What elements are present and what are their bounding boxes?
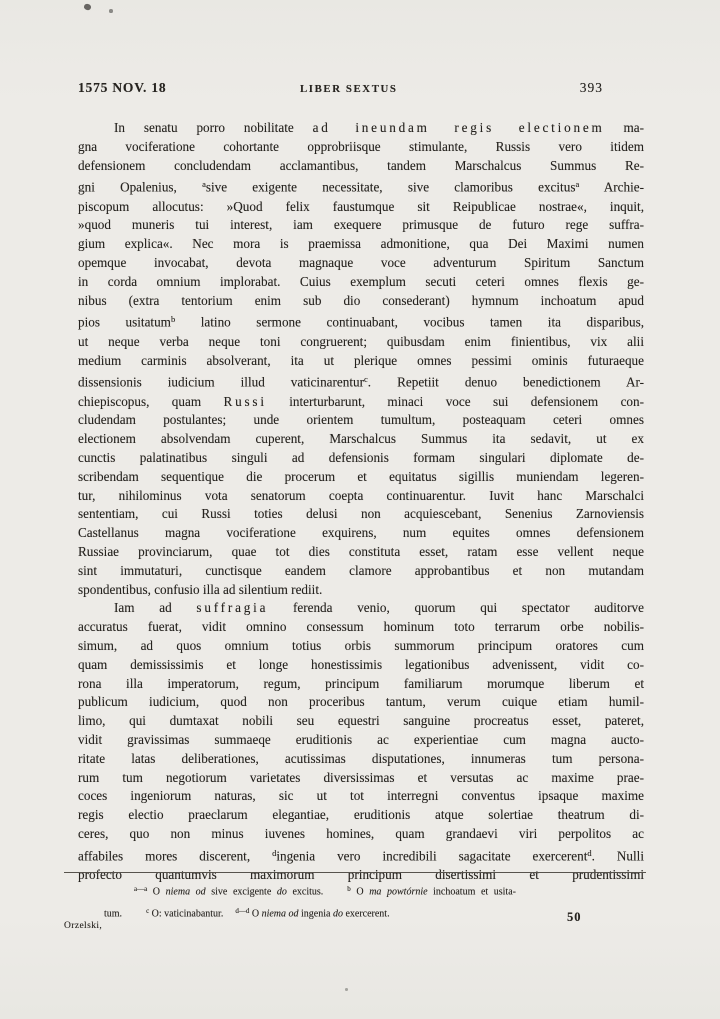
- text-segment: limo, qui dumtaxat nobili seu equestri sanguine procreatus esset, pateret,: [78, 713, 644, 729]
- body-text-line: [78, 618, 644, 637]
- text-segment: Castellanus magna vociferatione exquirens, num equites omnes defensionem: [78, 525, 644, 541]
- header-page-number: 393: [579, 80, 603, 95]
- body-text-line: [78, 487, 644, 506]
- body-text-line: [78, 543, 644, 562]
- text-segment: . Nulli: [591, 848, 644, 864]
- text-segment: spondentibus, confusio illa ad silentium rediit.: [78, 581, 323, 597]
- body-text-line: [78, 138, 644, 157]
- text-segment: ingenia: [298, 908, 333, 919]
- body-text-line: [78, 449, 644, 468]
- body-text-line: [78, 333, 644, 352]
- footnote-marker: a: [202, 179, 206, 190]
- text-segment: regis electio praeclarum elegantiae, eruditionis atque solertiae theatrum di-: [78, 807, 644, 823]
- text-segment: O: vaticinabantur.: [149, 908, 224, 919]
- text-segment: medium carminis absolverant, ita ut plerique omnes pessimi ominis futuraeque: [78, 352, 644, 368]
- text-segment: in corda omnium implorabat. Cuius exemplum secuti ceteri omnes flexis ge-: [78, 273, 644, 289]
- body-text-line: [78, 254, 644, 273]
- body-text-line: [78, 119, 644, 138]
- body-text-line: [78, 787, 644, 806]
- body-text-line: [78, 769, 644, 788]
- text-segment: gna vociferatione cohortante opprobriisque stimulante, Russis vero itidem: [78, 138, 644, 154]
- editorial-note-italic: ma powtórnie: [369, 886, 428, 898]
- text-segment: gium explica«. Nec mora is praemissa admonitione, qua Dei Maximi numen: [78, 236, 644, 252]
- body-text-line: [78, 524, 644, 543]
- scan-speck: [83, 3, 92, 11]
- text-segment: simum, ad quos omnium totius orbis summorum principum oratores cum: [78, 638, 644, 654]
- body-text-line: [78, 731, 644, 750]
- emphasized-spaced-text: ad ineundam regis electionem: [312, 120, 605, 135]
- text-segment: ritate latas deliberationes, acutissimas disputationes, innumeras tum persona-: [78, 750, 644, 766]
- editorial-note-italic: do: [332, 908, 343, 919]
- text-segment: cludendam postulantes; unde orientem tumultum, posteaquam ceteri omnes: [78, 412, 644, 428]
- text-segment: sive exigente necessitate, sive clamoribus excitus: [205, 179, 576, 195]
- text-segment: quam demississimis et longe honestissimis legationibus advenissent, vidit co-: [78, 656, 644, 672]
- footnote-marker: a: [575, 179, 580, 190]
- text-segment: publicum iudicium, quod non proceribus tantum, verum cuique etiam humil-: [78, 694, 644, 710]
- text-segment: affabiles mores discerent,: [78, 848, 273, 864]
- body-text-line: [78, 750, 644, 769]
- text-segment: defensionem concludendam acclamantibus, tandem Marschalcus Summus Re-: [78, 157, 644, 173]
- text-segment: inchoatum et usita-: [427, 886, 516, 898]
- emphasized-spaced-text: Russi: [223, 393, 267, 409]
- body-text-line: [78, 292, 644, 311]
- scan-speck: [109, 9, 113, 13]
- body-text-line: [78, 844, 644, 866]
- footnote-rule: [64, 872, 646, 873]
- body-text-line: [78, 712, 644, 731]
- text-segment: piscopum allocutus: »Quod felix faustumque sit Reipublicae nostrae«, inquit,: [78, 198, 644, 214]
- text-segment: ut neque verba neque toni congruerent; quibusdam enim finientibus, vix alii: [78, 333, 644, 349]
- text-segment: exercerent.: [342, 908, 390, 919]
- footer-catchword: Orzelski,: [64, 921, 103, 931]
- text-segment: interturbarunt, minaci voce sui defensionem con-: [266, 393, 644, 409]
- header-title: LIBER SEXTUS: [300, 82, 398, 95]
- text-segment: dissensionis iudicium illud vaticinarentur: [78, 374, 365, 390]
- body-text-line: [78, 825, 644, 844]
- editorial-note-italic: do: [276, 886, 287, 898]
- footnote-marker: c: [146, 906, 150, 915]
- body-text-line: [78, 505, 644, 524]
- text-segment: O: [147, 886, 166, 898]
- text-segment: sive excigente: [205, 886, 277, 898]
- body-text-line: [78, 393, 644, 412]
- text-segment: latino sermone continuabant, vocibus tamen ita disparibus,: [175, 314, 645, 330]
- text-segment: electionem absolvendam cuperent, Marschalcus Summus ita sedavit, ut ex: [78, 431, 644, 447]
- body-text-line: [78, 468, 644, 487]
- body-text-line: [78, 370, 644, 392]
- body-text-line: [78, 411, 644, 430]
- footer-sheet-number: 50: [567, 910, 582, 924]
- body-text-line: [78, 273, 644, 292]
- body-text-line: [78, 216, 644, 235]
- text-segment: tur, nihilominus vota senatorum coepta continuarentur. Iuvit hanc Marschalci: [78, 487, 644, 503]
- scan-speck: [345, 988, 348, 991]
- text-segment: chiepiscopus, quam: [78, 393, 224, 409]
- text-segment: ingenia vero incredibili sagacitate exercerent: [276, 848, 588, 864]
- text-segment: Archie-: [579, 179, 644, 195]
- body-text-line: [78, 806, 644, 825]
- footnote-line: [104, 902, 516, 924]
- text-segment: O: [350, 886, 370, 898]
- footnote-marker: b: [170, 314, 176, 325]
- text-segment: accuratus fuerat, vidit omnino consessum hominum toto terrarum orbe nobilis-: [78, 619, 644, 635]
- text-segment: cunctis palatinatibus singuli ad defensionis formam singulari diplomate de-: [78, 450, 644, 466]
- editorial-note-italic: niema od: [165, 886, 206, 898]
- body-text-line: [78, 637, 644, 656]
- text-segment: pios usitatum: [78, 314, 171, 330]
- text-segment: coces ingeniorum naturas, sic ut tot interregni conventus ipsaque maxime: [78, 788, 644, 804]
- text-segment: O: [249, 908, 262, 919]
- body-text: [78, 119, 644, 885]
- body-text-line: [78, 310, 644, 332]
- text-segment: . Repetiit denuo benedictionem Ar-: [367, 374, 644, 390]
- emphasized-spaced-text: suffragia: [196, 600, 269, 616]
- text-segment: ferenda venio, quorum qui spectator auditorve: [268, 600, 644, 616]
- body-text-line: [78, 175, 644, 197]
- text-segment: sint immutaturi, cunctisque eandem clamore approbantibus et non mutandam: [78, 562, 644, 578]
- footnote-marker: d—d: [235, 906, 250, 915]
- footnote-marker: d: [587, 847, 592, 858]
- text-segment: excitus.: [286, 886, 324, 898]
- text-segment: rum tum negotiorum varietates diversissimas et versutas ac maxime prae-: [78, 769, 644, 785]
- footnotes: [104, 880, 516, 923]
- text-segment: opemque invocabat, devota magnaque voce adventurum Spiritum Sanctum: [78, 255, 644, 271]
- text-segment: Russiae provinciarum, quae tot dies constituta esset, ratam esse vellent neque: [78, 544, 644, 560]
- text-segment: scribendam sequentique die procerum et equitatus sigillis muniendam legeren-: [78, 468, 644, 484]
- editorial-note-italic: niema od: [261, 908, 299, 919]
- text-segment: nibus (extra tentorium enim sub dio consederant) hymnum inchoatum apud: [78, 292, 644, 308]
- body-text-line: [78, 352, 644, 371]
- body-text-line: [78, 656, 644, 675]
- body-text-line: [78, 581, 644, 600]
- text-segment: rona illa imperatorum, regum, principum familiarum morumque liberum et: [78, 675, 644, 691]
- body-text-line: [78, 198, 644, 217]
- body-text-line: [78, 693, 644, 712]
- footnote-marker: d: [272, 847, 277, 858]
- body-text-line: [78, 235, 644, 254]
- text-segment: »quod muneris tui interest, iam exequere primusque de futuro rege suffra-: [78, 217, 644, 233]
- text-segment: vidit gravissimas summaeqe eruditionis ac experientiae cum magna aucto-: [78, 732, 644, 747]
- page-header: [78, 80, 644, 98]
- footnote-marker: c: [364, 374, 368, 385]
- text-segment: sententiam, cui Russi toties delusi non acquiescebant, Senenius Zarnoviensis: [78, 506, 644, 522]
- text-segment: ceres, quo non minus iuvenes homines, quam grandaevi viri perpolitos ac: [78, 825, 644, 841]
- body-text-line: [78, 562, 644, 581]
- header-date: 1575 NOV. 18: [78, 80, 167, 95]
- body-text-line: [78, 157, 644, 176]
- footnote-marker: b: [347, 885, 351, 893]
- body-text-line: [78, 599, 644, 618]
- footnote-line: [104, 880, 516, 902]
- footnote-marker: a—a: [134, 885, 148, 893]
- text-segment: tum.: [104, 908, 123, 919]
- text-segment: profecto quantumvis maximorum principum disertissimi et prudentissimi: [78, 867, 644, 883]
- text-segment: In senatu porro nobilitate: [114, 120, 313, 135]
- body-text-line: [78, 430, 644, 449]
- text-segment: gni Opalenius,: [78, 179, 203, 195]
- text-segment: Iam ad: [114, 600, 197, 616]
- text-segment: ma-: [604, 120, 644, 135]
- body-text-line: [78, 675, 644, 694]
